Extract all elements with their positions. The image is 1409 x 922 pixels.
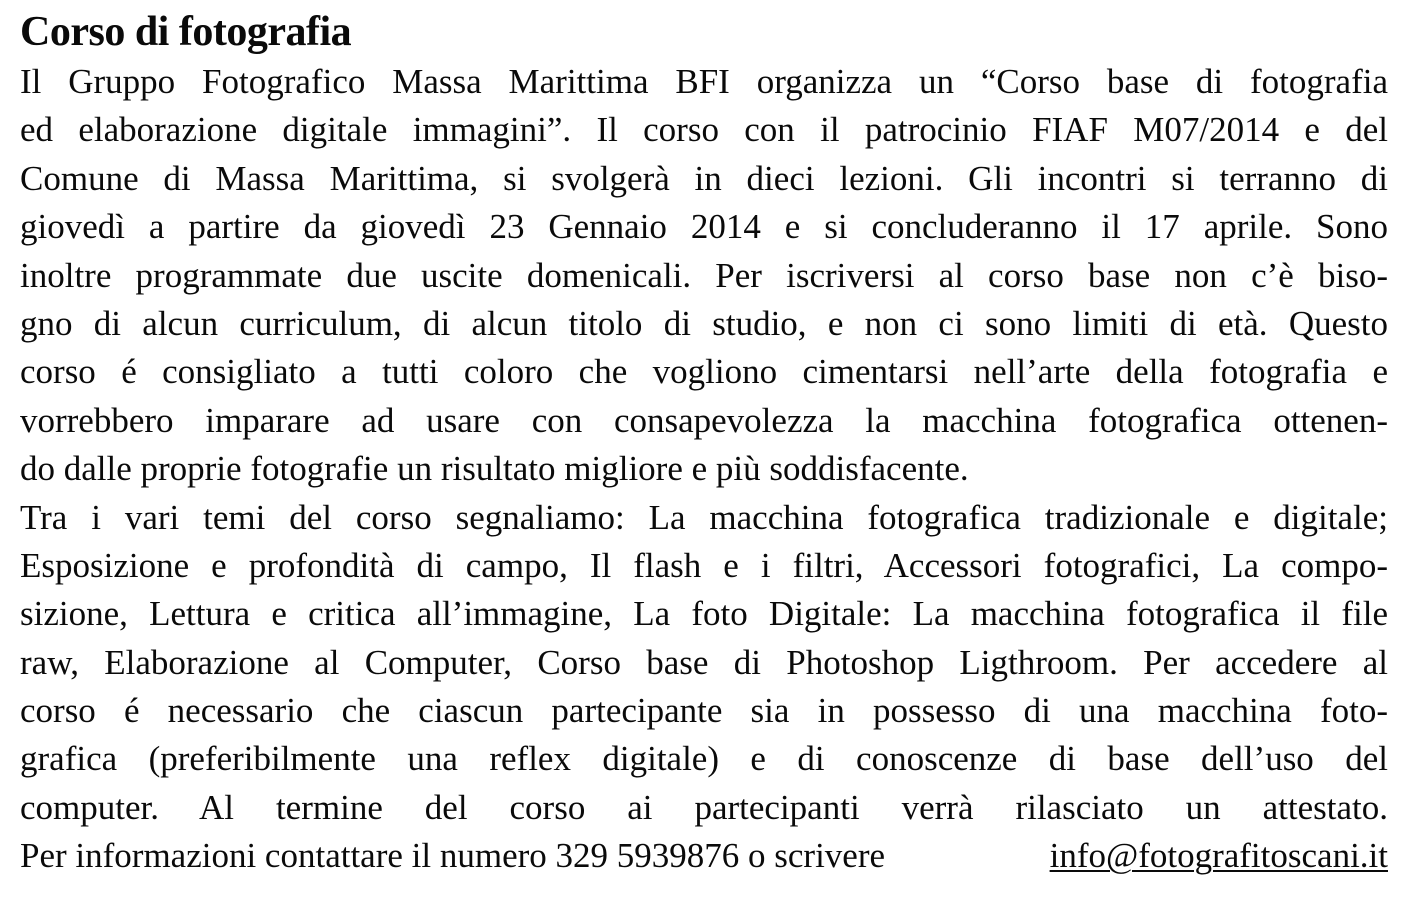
article (20, 6, 1388, 881)
text-line: inoltre programmate due uscite domenicali. Per iscriversi al corso base non c’è biso- (20, 255, 1388, 295)
paragraph-topics (20, 494, 1388, 881)
text-line: vorrebbero imparare ad usare con consapevolezza la macchina fotografica ottenen- (20, 400, 1388, 440)
email-link[interactable]: info@fotografitoscani.it (1049, 836, 1388, 876)
contact-line (20, 832, 1388, 880)
article-title: Corso di fotografia (20, 9, 352, 55)
text-line: giovedì a partire da giovedì 23 Gennaio 2014 e si concluderanno il 17 aprile. Sono (20, 207, 1388, 247)
text-line: Esposizione e profondità di campo, Il flash e i filtri, Accessori fotografici, La compo- (20, 545, 1388, 585)
text-line: ed elaborazione digitale immagini”. Il corso con il patrocinio FIAF M07/2014 e del (20, 110, 1388, 150)
text-line: gno di alcun curriculum, di alcun titolo di studio, e non ci sono limiti di età. Questo (20, 303, 1388, 343)
text-line: Tra i vari temi del corso segnaliamo: La macchina fotografica tradizionale e digitale; (20, 497, 1388, 537)
text-line: Il Gruppo Fotografico Massa Marittima BFI organizza un “Corso base di fotografia (20, 62, 1388, 101)
text-line: raw, Elaborazione al Computer, Corso base di Photoshop Ligthroom. Per accedere al (20, 642, 1388, 682)
text-line: grafica (preferibilmente una reflex digitale) e di conoscenze di base dell’uso del (20, 739, 1388, 779)
contact-text: Per informazioni contattare il numero 329 5939876 o scrivere (20, 836, 886, 876)
text-line: sizione, Lettura e critica all’immagine, La foto Digitale: La macchina fotografica il file (20, 594, 1388, 634)
text-line: Comune di Massa Marittima, si svolgerà in dieci lezioni. Gli incontri si terranno di (20, 158, 1388, 198)
paragraph-intro (20, 58, 1388, 494)
text-line: corso é necessario che ciascun partecipante sia in possesso di una macchina foto- (20, 691, 1388, 731)
text-line: corso é consigliato a tutti coloro che vogliono cimentarsi nell’arte della fotografia e (20, 352, 1388, 392)
text-line: do dalle proprie fotografie un risultato migliore e più soddisfacente. (20, 449, 969, 489)
text-line: computer. Al termine del corso ai partecipanti verrà rilasciato un attestato. (20, 787, 1388, 827)
